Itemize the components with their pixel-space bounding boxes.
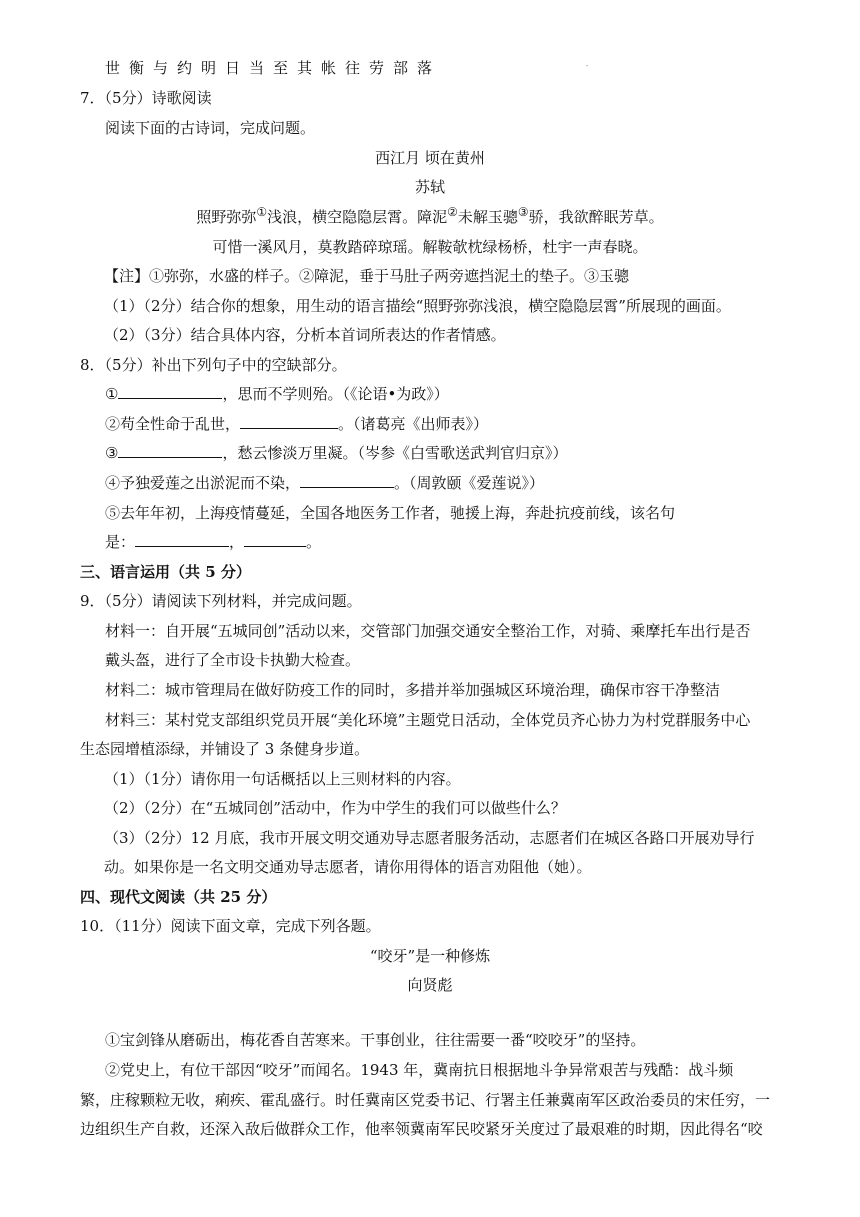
answer-blank[interactable] xyxy=(135,532,229,547)
item-text: 。（周敦颐《爱莲说》） xyxy=(394,474,545,492)
material-3-line-2: 生态园增植添绿，并铺设了 3 条健身步道。 xyxy=(80,740,370,758)
item-number: ③ xyxy=(105,444,119,462)
article-paragraph-2-line-2: 繁，庄稼颗粒无收，痢疾、霍乱盛行。时任冀南区党委书记、行署主任兼冀南军区政治委员的宋任穷，一 xyxy=(80,1091,771,1109)
article-paragraph-2-line-3: 边组织生产自救，还深入敌后做群众工作，他率领冀南军民咬紧牙关度过了最艰难的时期，因此得名“咬 xyxy=(80,1120,763,1138)
item-text: 是： xyxy=(105,533,136,551)
q7-sub-1: （1）（2分）结合你的想象，用生动的语言描绘“照野弥弥浅浪，横空隐隐层霄”所展现的画面。 xyxy=(104,297,731,315)
q8-item-3 xyxy=(105,443,780,463)
material-1-line-1: 材料一：自开展“五城同创”活动以来，交管部门加强交通安全整治工作，对骑、乘摩托车出行是否 xyxy=(105,622,751,640)
answer-blank[interactable] xyxy=(118,384,222,399)
stray-mark: - xyxy=(586,62,589,70)
q8-item-2 xyxy=(105,414,780,434)
q9-header: 9．（5分）请阅读下列材料，并完成问题。 xyxy=(80,592,362,610)
item-text: ②苟全性命于乱世， xyxy=(105,415,241,433)
q8-item-5: ⑤去年年初，上海疫情蔓延，全国各地医务工作者，驰援上海，奔赴抗疫前线，该名句 xyxy=(105,504,676,522)
poem-note: 【注】①弥弥，水盛的样子。②障泥，垂于马肚子两旁遮挡泥土的垫子。③玉骢 xyxy=(104,267,630,285)
q7-header: 7．（5分）诗歌阅读 xyxy=(80,89,212,107)
poem-text: 未解玉骢 xyxy=(457,208,518,226)
note-mark-2: ② xyxy=(447,205,458,219)
article-paragraph-2-line-1: ②党史上，有位干部因“咬牙”而闻名。1943 年，冀南抗日根据地斗争异常艰苦与残酷：战斗频 xyxy=(105,1061,734,1079)
q7-sub-2: （2）（3分）结合具体内容，分析本首词所表达的作者情感。 xyxy=(104,326,506,344)
item-text: 。 xyxy=(306,533,322,551)
q8-item-5-answer xyxy=(105,532,780,552)
answer-blank[interactable] xyxy=(118,443,222,458)
q8-header: 8．（5分）补出下列句子中的空缺部分。 xyxy=(80,356,347,374)
section-title-3: 三、语言运用（共 5 分） xyxy=(80,563,251,581)
material-3-line-1: 材料三：某村党支部组织党员开展“美化环境”主题党日活动，全体党员齐心协力为村党群服务中心 xyxy=(105,711,751,729)
answer-blank[interactable] xyxy=(244,532,306,547)
article-title: “咬牙”是一种修炼 xyxy=(369,947,491,965)
article-author: 向贤彪 xyxy=(407,976,453,994)
item-text: 。（诸葛亮《出师表》） xyxy=(338,415,489,433)
section-title-4: 四、现代文阅读（共 25 分） xyxy=(80,888,277,906)
poem-title: 西江月 顷在黄州 xyxy=(375,149,485,167)
item-text: ，思而不学则殆。（《论语•为政》） xyxy=(222,385,449,403)
q8-item-1 xyxy=(105,384,780,404)
q8-item-4 xyxy=(105,473,780,493)
poem-line-2: 可惜一溪风月，莫教踏碎琼瑶。解鞍欹枕绿杨桥，杜宇一声春晓。 xyxy=(212,238,648,256)
item-text: ， xyxy=(229,533,245,551)
item-text: ④予独爱莲之出淤泥而不染， xyxy=(105,474,301,492)
q10-header: 10．（11分）阅读下面文章，完成下列各题。 xyxy=(80,917,381,935)
top-text-line: 世衡与约明日当至其帐往劳部落 xyxy=(105,59,442,77)
poem-author: 苏轼 xyxy=(414,178,445,196)
q7-instruction: 阅读下面的古诗词，完成问题。 xyxy=(105,119,316,137)
answer-blank[interactable] xyxy=(300,473,394,488)
answer-blank[interactable] xyxy=(240,414,338,429)
q9-sub-3-line-2: 动。如果你是一名文明交通劝导志愿者，请你用得体的语言劝阻他（她）。 xyxy=(104,858,592,876)
q9-sub-1: （1）（1分）请你用一句话概括以上三则材料的内容。 xyxy=(104,770,461,788)
item-text: ，愁云惨淡万里凝。（岑参《白雪歌送武判官归京》） xyxy=(222,444,568,462)
q9-sub-3-line-1: （3）（2分）12 月底，我市开展文明交通劝导志愿者服务活动，志愿者们在城区各路口开展劝导行 xyxy=(104,829,755,847)
q9-sub-2: （2）（2分）在“五城同创”活动中，作为中学生的我们可以做些什么？ xyxy=(104,799,566,817)
poem-text: 照野弥弥 xyxy=(196,208,257,226)
poem-line-1 xyxy=(80,207,780,228)
note-mark-1: ① xyxy=(256,205,268,219)
material-2: 材料二：城市管理局在做好防疫工作的同时，多措并举加强城区环境治理，确保市容干净整洁 xyxy=(105,681,721,699)
note-mark-3: ③ xyxy=(517,205,529,219)
item-number: ① xyxy=(105,385,119,403)
poem-text: 浅浪，横空隐隐层霄。障泥 xyxy=(267,208,448,226)
article-paragraph-1: ①宝剑锋从磨砺出，梅花香自苦寒来。干事创业，往往需要一番“咬咬牙”的坚持。 xyxy=(105,1031,646,1049)
material-1-line-2: 戴头盔，进行了全市设卡执勤大检查。 xyxy=(105,651,361,669)
poem-text: 骄，我欲醉眠芳草。 xyxy=(528,208,664,226)
